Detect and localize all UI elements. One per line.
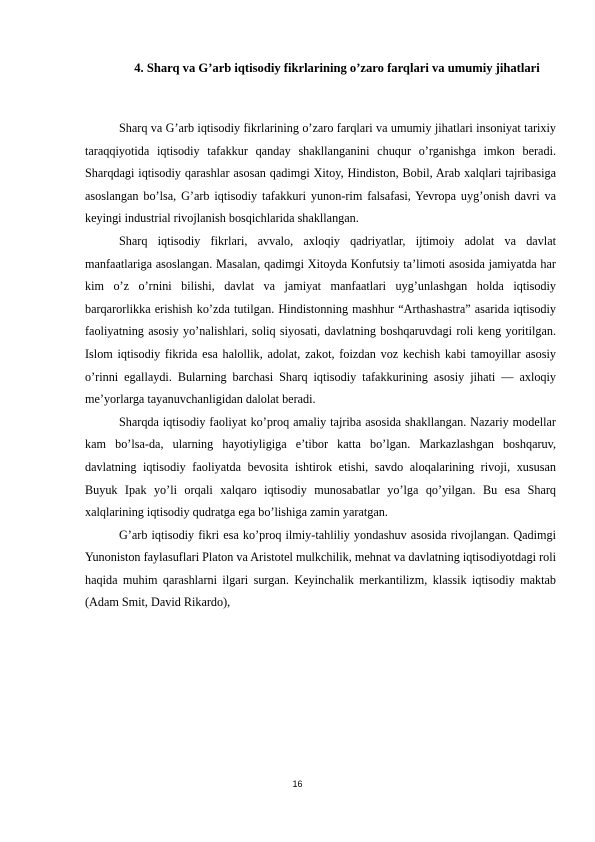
- paragraph: G’arb iqtisodiy fikri esa ko’proq ilmiy-tahliliy yondashuv asosida rivojlangan. Qadimgi Yunoniston faylasuflari Platon va Aristotel mulkchilik, mehnat va davlatning iqtisodiyotdagi roli haqida muhim qarashlarni ilgari surgan. Keyinchalik merkantilizm, klassik iqtisodiy maktab (Adam Smit, David Rikardo),: [85, 527, 556, 610]
- paragraph: Sharqda iqtisodiy faoliyat ko’proq amaliy tajriba asosida shakllangan. Nazariy modellar kam bo’lsa-da, ularning hayotiyligiga e’tibor katta bo’lgan. Markazlashgan boshqaruv, davlatning iqtisodiy faoliyatda bevosita ishtirok etishi, savdo aloqalarining rivoji, xususan Buyuk Ipak yo’li orqali xalqaro iqtisodiy munosabatlar yo’lga qo’yilgan. Bu esa Sharq xalqlarining iqtisodiy qudratga ega bo’lishiga zamin yaratgan.: [85, 414, 556, 520]
- page-number: 16: [292, 779, 303, 789]
- section-heading: 4. Sharq va G’arb iqtisodiy fikrlarining o’zaro farqlari va umumiy jihatlari: [134, 61, 540, 75]
- paragraph: Sharq va G’arb iqtisodiy fikrlarining o’zaro farqlari va umumiy jihatlari insoniyat tarixiy taraqqiyotida iqtisodiy tafakkur qanday shakllanganini chuqur o’rganishga imkon beradi. Sharqdagi iqtisodiy qarashlar asosan qadimgi Xitoy, Hindiston, Bobil, Arab xalqlari tajribasiga asoslangan bo’lsa, G’arb iqtisodiy tafakkuri yunon-rim falsafasi, Yevropa uyg’onish davri va keyingi industrial rivojlanish bosqichlarida shakllangan.: [85, 121, 556, 226]
- paragraph: Sharq iqtisodiy fikrlari, avvalo, axloqiy qadriyatlar, ijtimoiy adolat va davlat manfaatlariga asoslangan. Masalan, qadimgi Xitoyda Konfutsiy ta’limoti asosida jamiyatda har kim o’z o’rnini bilishi, davlat va jamiyat manfaatlari uyg’unlashgan holda iqtisodiy barqarorlikka erishish ko’zda tutilgan. Hindistonning mashhur “Arthashastra” asarida iqtisodiy faoliyatning asosiy yo’nalishlari, soliq siyosati, davlatning boshqaruvdagi roli keng yoritilgan. Islom iqtisodiy fikrida esa halollik, adolat, zakot, foizdan voz kechish kabi tamoyillar asosiy o’rinni egallaydi. Bularning barchasi Sharq iqtisodiy tafakkurining asosiy jihati — axloqiy me’yorlarga tayanuvchanligidan dalolat beradi.: [85, 233, 556, 407]
- body-text: [85, 117, 556, 614]
